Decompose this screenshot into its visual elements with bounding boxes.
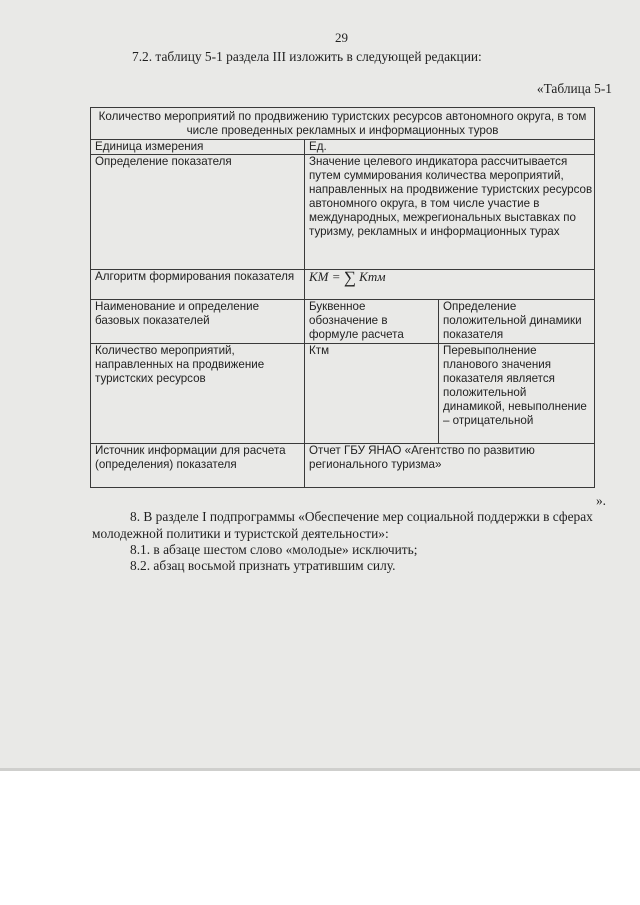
formula-cell <box>305 270 595 300</box>
definition-label: Определение показателя <box>91 155 305 270</box>
definition-text: Значение целевого индикатора рассчитывается путем суммирования количества мероприятий, направленных на продвижение туристских ресурсов автономного округа, в том числе участие в международных, межрегиональных выставках по туризму, рекламных и информационных турах <box>309 155 593 238</box>
source-value <box>305 444 595 488</box>
formula <box>309 270 386 285</box>
intro-paragraph: 7.2. таблицу 5-1 раздела III изложить в следующей редакции: <box>132 49 482 64</box>
paragraph-8-2: 8.2. абзац восьмой признать утратившим силу. <box>130 558 396 573</box>
row-dynamics: Перевыполнение планового значения показателя является положительной динамикой, невыполнение – отрицательной <box>439 344 595 444</box>
sigma-symbol: ∑ <box>343 269 356 287</box>
paragraph-8-1: 8.1. в абзаце шестом слово «молодые» исключить; <box>130 542 418 557</box>
row-name: Количество мероприятий, направленных на продвижение туристских ресурсов <box>91 344 305 444</box>
source-text: Отчет ГБУ ЯНАО «Агентство по развитию регионального туризма» <box>309 444 535 471</box>
page-number: 29 <box>335 30 348 45</box>
base-label: Наименование и определение базовых показателей <box>91 300 305 344</box>
unit-label: Единица измерения <box>91 140 305 155</box>
paragraph-8: 8. В разделе I подпрограммы «Обеспечение мер социальной поддержки в сферах молодежной политики и туристской деятельности»: <box>92 509 593 541</box>
base-head-dynamics: Определение положительной динамики показателя <box>439 300 595 344</box>
definition-value <box>305 155 595 270</box>
formula-lhs: KM = <box>309 269 344 284</box>
source-label: Источник информации для расчета (определения) показателя <box>91 444 305 488</box>
base-head-letter: Буквенное обозначение в формуле расчета <box>305 300 439 344</box>
table-title: Количество мероприятий по продвижению туристских ресурсов автономного округа, в том числе проведенных рекламных и информационных туров <box>91 108 595 140</box>
algorithm-label: Алгоритм формирования показателя <box>91 270 305 300</box>
closing-quote: ». <box>595 493 606 508</box>
row-letter: Ктм <box>305 344 439 444</box>
table-caption: «Таблица 5-1 <box>536 81 612 96</box>
indicator-table <box>90 107 595 488</box>
unit-value: Ед. <box>305 140 595 155</box>
formula-rhs: Kmм <box>355 269 386 284</box>
